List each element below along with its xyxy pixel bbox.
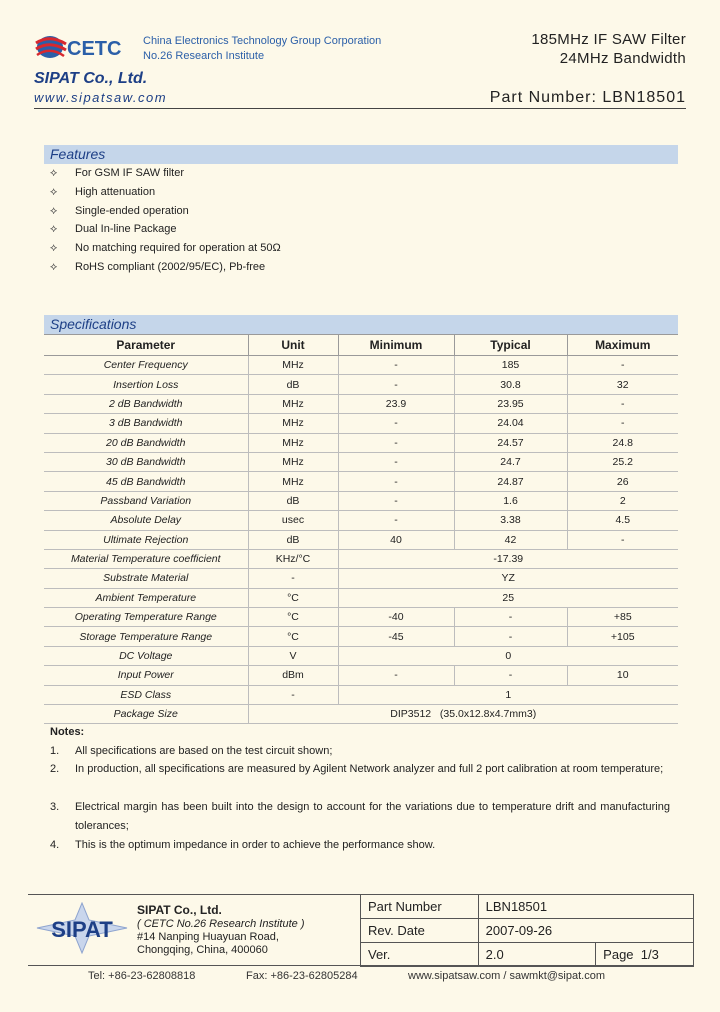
- column-header: Unit: [248, 335, 338, 356]
- note-number: 1.: [50, 745, 60, 757]
- value-cell: 4.5: [567, 511, 678, 530]
- parameter-cell: Storage Temperature Range: [44, 627, 248, 646]
- feature-item: [50, 186, 155, 199]
- table-row: [44, 588, 678, 607]
- column-header: Parameter: [44, 335, 248, 356]
- value-cell: 25: [338, 588, 678, 607]
- value-cell: -17.39: [338, 549, 678, 568]
- value-cell: 1.6: [454, 491, 567, 510]
- parameter-cell: ESD Class: [44, 685, 248, 704]
- table-row: [44, 433, 678, 452]
- value-cell: -40: [338, 608, 454, 627]
- cetc-logo: [34, 30, 130, 64]
- value-cell: °C: [248, 588, 338, 607]
- feature-text: No matching required for operation at 50Ω: [75, 242, 281, 255]
- column-header: Minimum: [338, 335, 454, 356]
- parameter-cell: DC Voltage: [44, 646, 248, 665]
- table-row: [44, 608, 678, 627]
- web-email-link[interactable]: www.sipatsaw.com / sawmkt@sipat.com: [408, 970, 605, 982]
- value-cell: 0: [338, 646, 678, 665]
- note-text: This is the optimum impedance in order to achieve the performance show.: [75, 839, 436, 851]
- product-title: 185MHz IF SAW Filter: [531, 31, 686, 48]
- org-line2: No.26 Research Institute: [143, 50, 265, 62]
- value-cell: 1: [338, 685, 678, 704]
- value-cell: MHz: [248, 433, 338, 452]
- table-row: [44, 452, 678, 471]
- note-number: 4.: [50, 839, 60, 851]
- value-cell: 3.38: [454, 511, 567, 530]
- diamond-bullet-icon: ⟡: [50, 242, 58, 255]
- value-cell: +105: [567, 627, 678, 646]
- table-row: [44, 414, 678, 433]
- value-cell: -: [338, 356, 454, 375]
- parameter-cell: 3 dB Bandwidth: [44, 414, 248, 433]
- footer-address1: #14 Nanping Huayuan Road,: [137, 931, 279, 943]
- feature-text: High attenuation: [75, 185, 156, 198]
- value-cell: -: [567, 530, 678, 549]
- table-row: [44, 472, 678, 491]
- value-cell: 24.8: [567, 433, 678, 452]
- parameter-cell: Package Size: [44, 705, 248, 724]
- parameter-cell: Operating Temperature Range: [44, 608, 248, 627]
- value-cell: DIP3512 (35.0x12.8x4.7mm3): [248, 705, 678, 724]
- value-cell: 185: [454, 356, 567, 375]
- version-value: 2.0: [478, 943, 596, 967]
- value-cell: 25.2: [567, 452, 678, 471]
- value-cell: dB: [248, 375, 338, 394]
- table-row: [44, 685, 678, 704]
- value-cell: 40: [338, 530, 454, 549]
- parameter-cell: Input Power: [44, 666, 248, 685]
- value-cell: -: [338, 452, 454, 471]
- feature-text: Dual In-line Package: [75, 223, 177, 236]
- version-label: Ver.: [361, 943, 479, 967]
- footer-institute: ( CETC No.26 Research Institute ): [137, 918, 305, 930]
- value-cell: -: [567, 394, 678, 413]
- parameter-cell: Passband Variation: [44, 491, 248, 510]
- value-cell: 24.87: [454, 472, 567, 491]
- rev-date-label: Rev. Date: [361, 919, 479, 943]
- note-text: In production, all specifications are measured by Agilent Network analyzer and full 2 port calibration at room temperature;: [75, 763, 664, 775]
- diamond-bullet-icon: ⟡: [50, 185, 58, 198]
- diamond-bullet-icon: ⟡: [50, 204, 58, 217]
- feature-item: [50, 261, 265, 274]
- note-item: [50, 760, 670, 779]
- table-row: [44, 666, 678, 685]
- value-cell: -: [338, 433, 454, 452]
- value-cell: usec: [248, 511, 338, 530]
- value-cell: 30.8: [454, 375, 567, 394]
- feature-text: Single-ended operation: [75, 204, 189, 217]
- table-row: [44, 356, 678, 375]
- telephone: Tel: +86-23-62808818: [88, 970, 196, 982]
- value-cell: °C: [248, 608, 338, 627]
- product-subtitle: 24MHz Bandwidth: [559, 50, 686, 67]
- value-cell: MHz: [248, 472, 338, 491]
- column-header: Typical: [454, 335, 567, 356]
- website-link[interactable]: www.sipatsaw.com: [34, 90, 168, 105]
- value-cell: -: [338, 511, 454, 530]
- value-cell: -: [248, 569, 338, 588]
- feature-item: [50, 205, 189, 218]
- table-row: [44, 705, 678, 724]
- page-indicator: Page 1/3: [596, 943, 694, 967]
- parameter-cell: 45 dB Bandwidth: [44, 472, 248, 491]
- part-number-value: LBN18501: [478, 895, 693, 919]
- value-cell: dB: [248, 491, 338, 510]
- table-row: [44, 627, 678, 646]
- table-row: [44, 491, 678, 510]
- svg-text:CETC: CETC: [67, 38, 122, 60]
- value-cell: YZ: [338, 569, 678, 588]
- table-row: [44, 549, 678, 568]
- value-cell: -45: [338, 627, 454, 646]
- rev-date-value: 2007-09-26: [478, 919, 693, 943]
- value-cell: 24.57: [454, 433, 567, 452]
- org-line1: China Electronics Technology Group Corporation: [143, 35, 382, 47]
- note-item: [50, 836, 670, 855]
- company-name: SIPAT Co., Ltd.: [34, 70, 148, 87]
- parameter-cell: 20 dB Bandwidth: [44, 433, 248, 452]
- value-cell: +85: [567, 608, 678, 627]
- value-cell: 10: [567, 666, 678, 685]
- table-row: [44, 375, 678, 394]
- part-number: Part Number: LBN18501: [489, 89, 686, 106]
- note-text: All specifications are based on the test circuit shown;: [75, 745, 333, 757]
- value-cell: V: [248, 646, 338, 665]
- table-row: [44, 569, 678, 588]
- value-cell: 24.7: [454, 452, 567, 471]
- value-cell: KHz/°C: [248, 549, 338, 568]
- value-cell: dB: [248, 530, 338, 549]
- value-cell: 23.95: [454, 394, 567, 413]
- footer-address2: Chongqing, China, 400060: [137, 944, 268, 956]
- parameter-cell: Material Temperature coefficient: [44, 549, 248, 568]
- sipat-logo: [34, 902, 130, 954]
- value-cell: °C: [248, 627, 338, 646]
- parameter-cell: 30 dB Bandwidth: [44, 452, 248, 471]
- value-cell: 32: [567, 375, 678, 394]
- value-cell: -: [338, 472, 454, 491]
- specifications-heading: Specifications: [44, 315, 678, 334]
- parameter-cell: Center Frequency: [44, 356, 248, 375]
- value-cell: -: [454, 627, 567, 646]
- features-heading: Features: [44, 145, 678, 164]
- note-item: [50, 742, 670, 761]
- diamond-bullet-icon: ⟡: [50, 167, 58, 179]
- value-cell: MHz: [248, 394, 338, 413]
- fax: Fax: +86-23-62805284: [246, 970, 358, 982]
- parameter-cell: Insertion Loss: [44, 375, 248, 394]
- parameter-cell: Absolute Delay: [44, 511, 248, 530]
- value-cell: MHz: [248, 452, 338, 471]
- notes-heading: Notes:: [50, 726, 85, 738]
- specifications-table: [44, 334, 678, 724]
- value-cell: 42: [454, 530, 567, 549]
- parameter-cell: Ultimate Rejection: [44, 530, 248, 549]
- svg-text:SIPAT: SIPAT: [51, 917, 113, 942]
- parameter-cell: 2 dB Bandwidth: [44, 394, 248, 413]
- value-cell: -: [338, 414, 454, 433]
- note-number: 2.: [50, 763, 60, 775]
- part-number-label: Part Number: [361, 895, 479, 919]
- parameter-cell: Ambient Temperature: [44, 588, 248, 607]
- value-cell: 24.04: [454, 414, 567, 433]
- value-cell: -: [454, 666, 567, 685]
- diamond-bullet-icon: ⟡: [50, 261, 58, 273]
- value-cell: -: [454, 608, 567, 627]
- value-cell: -: [248, 685, 338, 704]
- cetc-globe-icon: [36, 36, 66, 58]
- footer-company: SIPAT Co., Ltd.: [137, 903, 222, 917]
- value-cell: MHz: [248, 414, 338, 433]
- parameter-cell: Substrate Material: [44, 569, 248, 588]
- value-cell: dBm: [248, 666, 338, 685]
- value-cell: -: [338, 375, 454, 394]
- value-cell: -: [338, 666, 454, 685]
- feature-item: [50, 167, 184, 180]
- value-cell: -: [567, 414, 678, 433]
- table-row: [44, 511, 678, 530]
- value-cell: 26: [567, 472, 678, 491]
- value-cell: -: [567, 356, 678, 375]
- diamond-bullet-icon: ⟡: [50, 223, 58, 236]
- feature-text: For GSM IF SAW filter: [75, 167, 184, 179]
- header-divider: [34, 108, 686, 109]
- feature-item: [50, 242, 281, 255]
- value-cell: 23.9: [338, 394, 454, 413]
- note-number: 3.: [50, 801, 60, 813]
- value-cell: -: [338, 491, 454, 510]
- note-text: Electrical margin has been built into the design to account for the variations due to temperature drift and manufacturing tolerances;: [75, 801, 670, 832]
- doc-info-table: [360, 894, 694, 967]
- feature-item: [50, 223, 177, 236]
- note-item: [50, 798, 670, 835]
- value-cell: 2: [567, 491, 678, 510]
- feature-text: RoHS compliant (2002/95/EC), Pb-free: [75, 261, 266, 273]
- table-row: [44, 394, 678, 413]
- table-row: [44, 530, 678, 549]
- column-header: Maximum: [567, 335, 678, 356]
- table-row: [44, 646, 678, 665]
- value-cell: MHz: [248, 356, 338, 375]
